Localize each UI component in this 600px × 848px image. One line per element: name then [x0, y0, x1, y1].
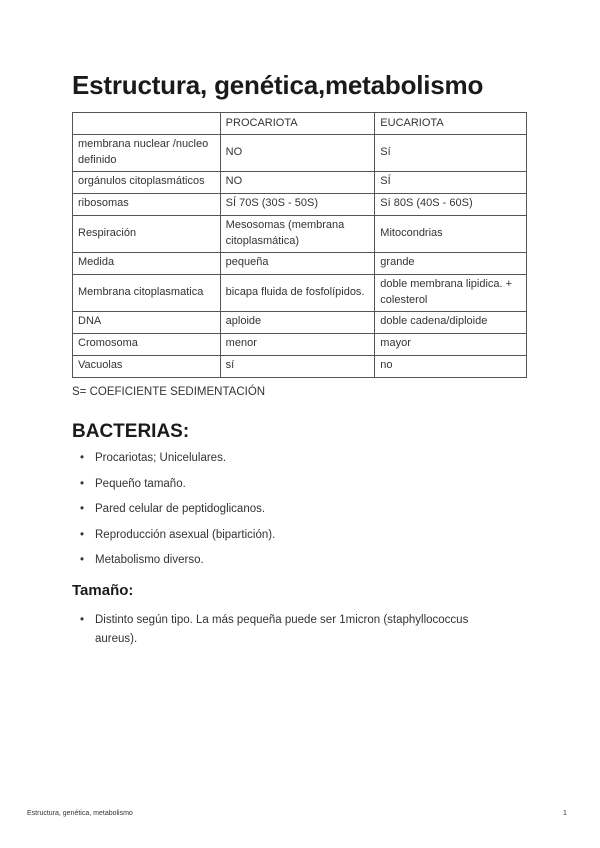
list-item-text: Reproducción asexual (bipartición). — [95, 528, 276, 541]
table-cell: Respiración — [73, 215, 221, 252]
bullet-icon: • — [80, 554, 85, 566]
table-cell: aploide — [220, 311, 375, 333]
table-cell: NO — [220, 135, 375, 172]
table-cell: ribosomas — [73, 193, 221, 215]
table-cell: Sí 80S (40S - 60S) — [375, 193, 527, 215]
table-cell: menor — [220, 333, 375, 355]
table-header-cell: EUCARIOTA — [375, 113, 527, 135]
bacterias-list — [72, 451, 275, 579]
list-item — [72, 611, 502, 649]
table-row — [73, 135, 527, 172]
table-cell: doble membrana lipidica. + colesterol — [375, 274, 527, 311]
table-cell: mayor — [375, 333, 527, 355]
table-cell: doble cadena/diploide — [375, 311, 527, 333]
table-cell: membrana nuclear /nucleo definido — [73, 135, 221, 172]
table-header-cell — [73, 113, 221, 135]
table-row — [73, 252, 527, 274]
bullet-icon: • — [80, 503, 85, 515]
table-row — [73, 193, 527, 215]
list-item-text: Metabolismo diverso. — [95, 554, 204, 566]
bullet-icon: • — [80, 614, 85, 626]
list-item — [72, 451, 275, 477]
tamano-heading: Tamaño: — [72, 582, 134, 599]
bullet-icon: • — [80, 528, 85, 541]
table-cell: grande — [375, 252, 527, 274]
list-item-text: Pequeño tamaño. — [95, 477, 186, 490]
table-cell: Membrana citoplasmatica — [73, 274, 221, 311]
list-item — [72, 553, 275, 579]
table-row — [73, 215, 527, 252]
table-row — [73, 311, 527, 333]
footer-page-number: 1 — [563, 810, 567, 817]
bacterias-heading: BACTERIAS: — [72, 421, 190, 442]
table-cell: Mesosomas (membrana citoplasmática) — [220, 215, 375, 252]
table-cell: Mitocondrias — [375, 215, 527, 252]
list-item-text: Procariotas; Unicelulares. — [95, 452, 227, 464]
list-item — [72, 528, 275, 554]
table-header-row — [73, 113, 527, 135]
table-cell: DNA — [73, 311, 221, 333]
bullet-icon: • — [80, 477, 85, 490]
table-row — [73, 333, 527, 355]
table-cell: sí — [220, 355, 375, 377]
sedimentation-note: S= COEFICIENTE SEDIMENTACIÓN — [72, 386, 266, 398]
bullet-icon: • — [80, 452, 85, 464]
table-cell: Sí — [375, 135, 527, 172]
list-item-text: Pared celular de peptidoglicanos. — [95, 503, 266, 515]
footer-document-title: Estructura, genética, metabolismo — [27, 810, 133, 817]
list-item — [72, 477, 275, 503]
list-item-text: Distinto según tipo. La más pequeña puede ser 1micron (staphyllococcus aureus). — [95, 614, 469, 645]
table-cell: orgánulos citoplasmáticos — [73, 171, 221, 193]
comparison-table — [72, 112, 527, 378]
table-cell: SÍ 70S (30S - 50S) — [220, 193, 375, 215]
tamano-list — [72, 611, 502, 649]
table-cell: Medida — [73, 252, 221, 274]
table-cell: pequeña — [220, 252, 375, 274]
table-cell: Vacuolas — [73, 355, 221, 377]
table-header-cell: PROCARIOTA — [220, 113, 375, 135]
page-title: Estructura, genética,metabolismo — [72, 70, 484, 100]
table-row — [73, 171, 527, 193]
table-row — [73, 355, 527, 377]
table-row — [73, 274, 527, 311]
table-cell: bicapa fluida de fosfolípidos. — [220, 274, 375, 311]
table-cell: SÍ — [375, 171, 527, 193]
list-item — [72, 502, 275, 528]
table-cell: no — [375, 355, 527, 377]
table-cell: Cromosoma — [73, 333, 221, 355]
table-cell: NO — [220, 171, 375, 193]
